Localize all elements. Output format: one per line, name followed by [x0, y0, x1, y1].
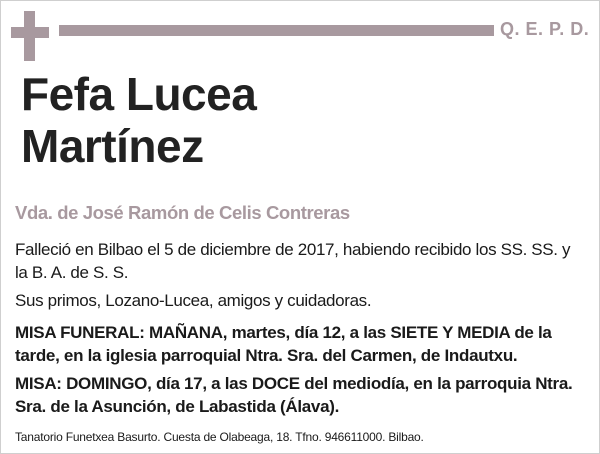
header-rule — [59, 25, 494, 36]
death-paragraph: Falleció en Bilbao el 5 de diciembre de 2017, habiendo recibido los SS. SS. y la B. A. de S. S. — [15, 240, 571, 282]
deceased-name-first-line: Fefa Lucea — [21, 68, 257, 120]
deceased-name — [21, 68, 256, 172]
family-paragraph: Sus primos, Lozano-Lucea, amigos y cuidadoras. — [15, 291, 372, 310]
obituary-body — [15, 238, 585, 423]
funeral-mass-paragraph: MISA FUNERAL: MAÑANA, martes, día 12, a las SIETE Y MEDIA de la tarde, en la iglesia parroquial Ntra. Sra. del Carmen, de Indautxu. — [15, 323, 552, 365]
cross-horizontal-bar — [11, 27, 49, 38]
deceased-name-second-line: Martínez — [21, 120, 204, 172]
sunday-mass-paragraph: MISA: DOMINGO, día 17, a las DOCE del mediodía, en la parroquia Ntra. Sra. de la Asunción, de Labastida (Álava). — [15, 374, 573, 416]
widow-of-line: Vda. de José Ramón de Celis Contreras — [15, 202, 350, 223]
cross-icon — [11, 11, 49, 61]
funeral-home-footer: Tanatorio Funetxea Basurto. Cuesta de Olabeaga, 18. Tfno. 946611000. Bilbao. — [15, 430, 424, 444]
qepd-label: Q. E. P. D. — [500, 19, 590, 39]
